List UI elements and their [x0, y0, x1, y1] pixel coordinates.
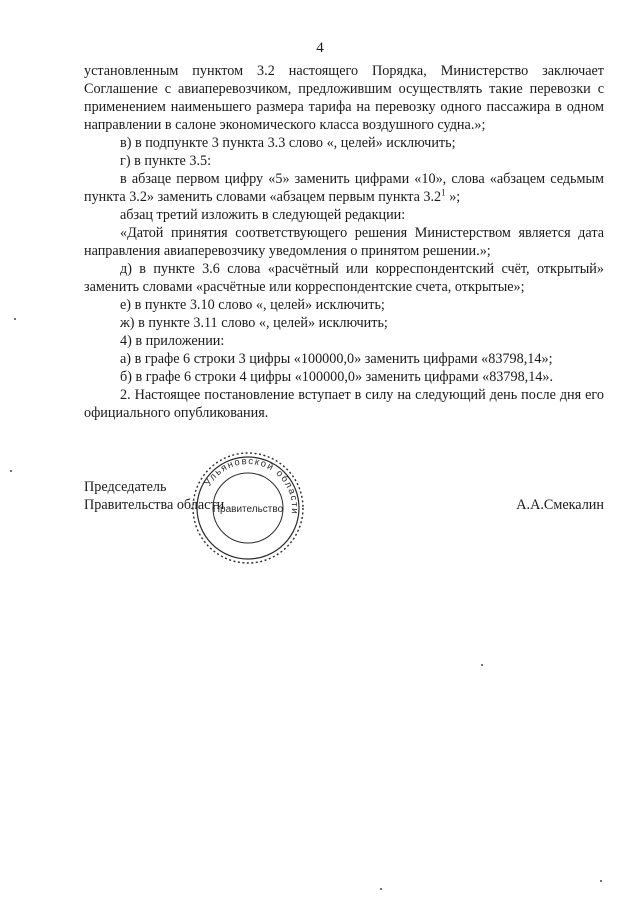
scan-speck: [14, 318, 16, 320]
paragraph: в) в подпункте 3 пункта 3.3 слово «, целей» исключить;: [120, 135, 456, 151]
paragraph: абзац третий изложить в следующей редакции:: [120, 207, 406, 223]
paragraph: б) в графе 6 строки 4 цифры «100000,0» заменить цифрами «83798,14».: [120, 369, 554, 385]
signatory-title: Правительства области: [84, 497, 225, 513]
signatory-name: А.А.Смекалин: [516, 497, 604, 513]
scan-speck: [380, 888, 382, 890]
paragraph: а) в графе 6 строки 3 цифры «100000,0» заменить цифрами «83798,14»;: [120, 351, 553, 367]
paragraph: е) в пункте 3.10 слово «, целей» исключить;: [120, 297, 385, 313]
signatory-title: Председатель: [84, 479, 167, 495]
scan-speck: [481, 664, 483, 666]
paragraph: г) в пункте 3.5:: [120, 153, 212, 169]
paragraph: «Датой принятия соответствующего решения Министерством является дата направления авиаперевозчику уведомления о принятом решении.»;: [84, 225, 604, 259]
paragraph-text: в абзаце первом цифру «5» заменить цифрами «10», слова «абзацем седьмым пункта 3.2» заменить словами «абзацем первым пункта 3.2: [84, 171, 604, 205]
paragraph: [84, 170, 604, 206]
signature-block: [84, 478, 604, 514]
superscript: 1: [441, 187, 446, 198]
paragraph: установленным пунктом 3.2 настоящего Порядка, Министерство заключает Соглашение с авиаперевозчиком, предложившим осуществлять такие перевозки с применением наименьшего размера тарифа на перевозку одного пассажира в одном направлении в салоне экономического класса воздушного судна.»;: [84, 63, 604, 133]
official-seal-stamp: [190, 450, 306, 566]
paragraph: ж) в пункте 3.11 слово «, целей» исключить;: [120, 315, 388, 331]
seal-center-text: Правительство: [212, 504, 284, 515]
scan-speck: [600, 880, 602, 882]
page-number: 4: [316, 40, 324, 56]
scan-speck: [10, 470, 12, 472]
seal-ring-textpath: Ульяновской области: [202, 455, 301, 516]
document-body: [84, 62, 604, 422]
paragraph: д) в пункте 3.6 слова «расчётный или корреспондентский счёт, открытый» заменить словами «расчётные или корреспондентские счета, открытые»;: [84, 261, 604, 295]
paragraph-text: »;: [445, 189, 461, 205]
paragraph: 2. Настоящее постановление вступает в силу на следующий день после дня его официального опубликования.: [84, 387, 604, 421]
paragraph: 4) в приложении:: [120, 333, 225, 349]
